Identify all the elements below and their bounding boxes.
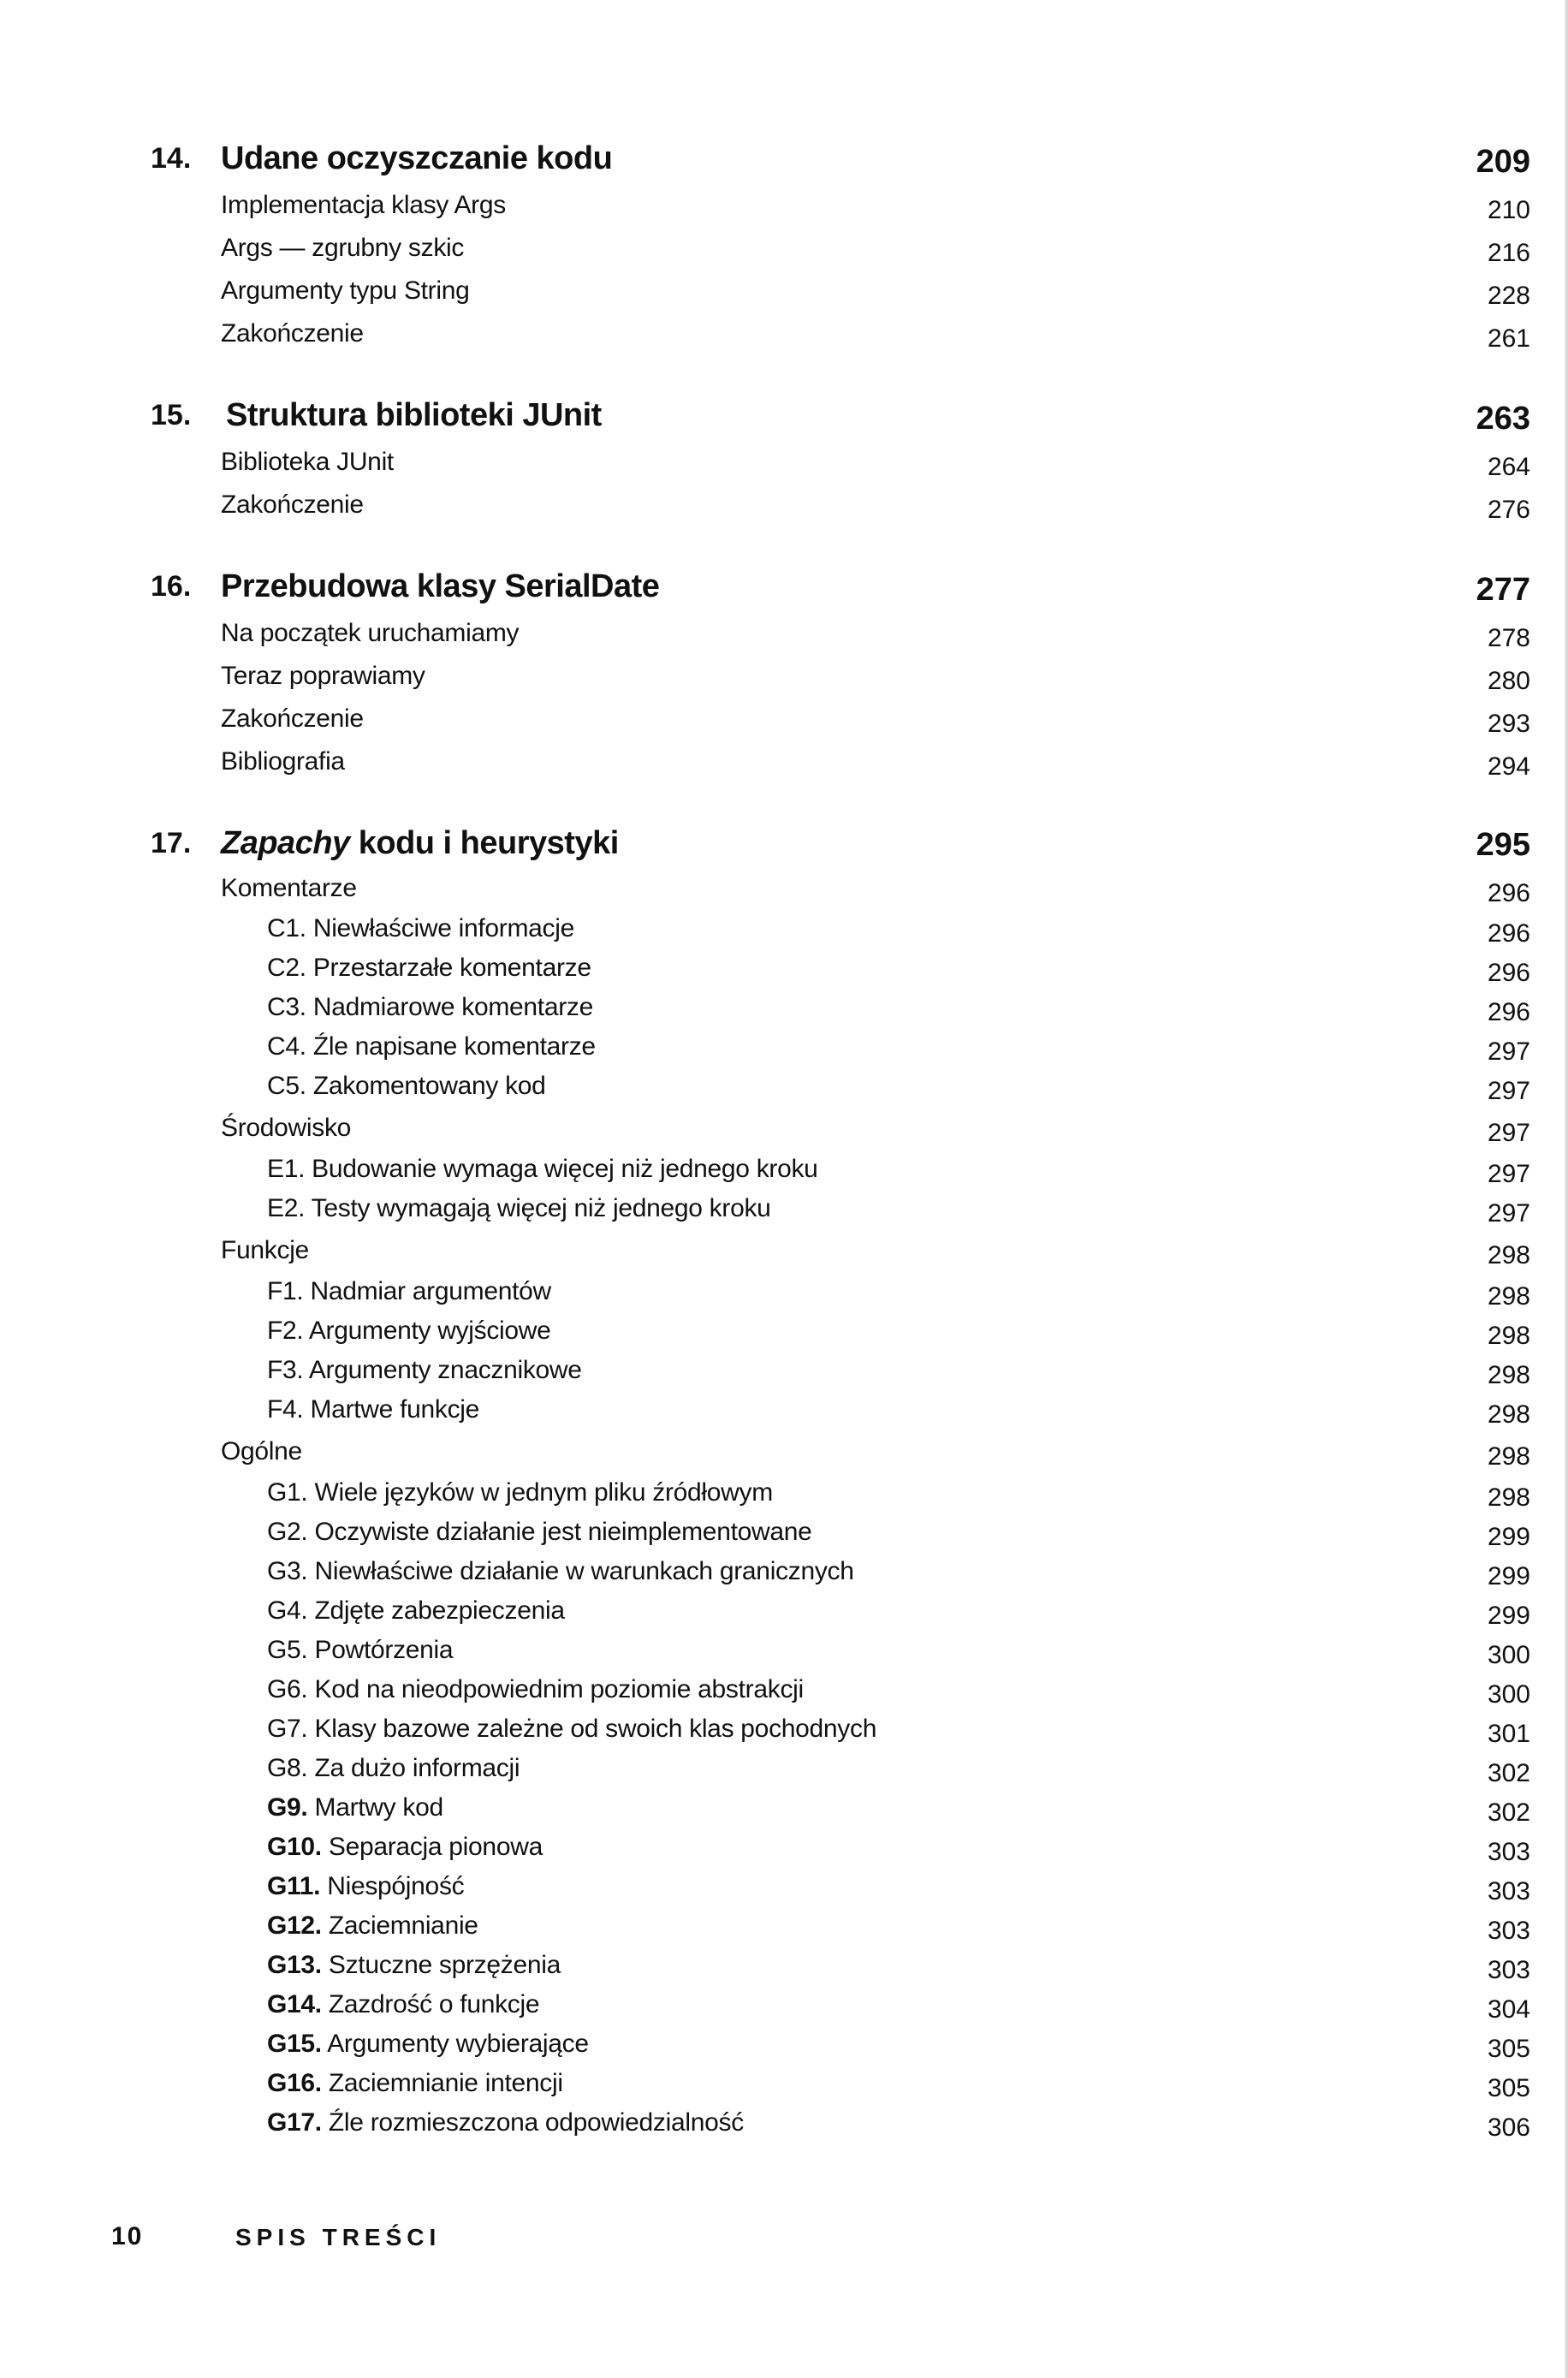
item-text: Klasy bazowe zależne od swoich klas pochodnych <box>307 1715 877 1743</box>
chapter-number: 16. <box>151 570 192 603</box>
toc-item[interactable] <box>0 1827 1568 1868</box>
chapter-page: 277 <box>1476 572 1530 608</box>
entry-page: 261 <box>1487 324 1530 353</box>
toc-item[interactable] <box>0 948 1568 989</box>
item-code: G5. <box>267 1636 308 1664</box>
entry-page: 293 <box>1487 710 1530 738</box>
item-label <box>267 1630 453 1671</box>
toc-item[interactable] <box>0 1630 1568 1671</box>
chapter-17-heading[interactable] <box>0 823 1568 864</box>
entry-page: 276 <box>1487 496 1530 524</box>
chapter-15-heading[interactable] <box>0 395 1568 436</box>
item-text: Niespójność <box>320 1872 465 1900</box>
toc-item[interactable] <box>0 2024 1568 2065</box>
item-code: G16. <box>267 2069 322 2097</box>
chapter-16-heading[interactable] <box>0 566 1568 607</box>
item-text: Źle rozmieszczona odpowiedzialność <box>321 2108 744 2137</box>
chapter-14-heading[interactable] <box>0 138 1568 179</box>
item-text: Niewłaściwe działanie w warunkach granicznych <box>307 1557 854 1585</box>
item-page: 300 <box>1487 1641 1530 1669</box>
item-label <box>267 1311 551 1352</box>
toc-entry[interactable] <box>0 442 1568 483</box>
toc-entry[interactable] <box>0 699 1568 740</box>
entry-label: Argumenty typu String <box>221 276 470 305</box>
item-code: G13. <box>267 1951 322 1979</box>
item-code: G12. <box>267 1911 322 1940</box>
section-page: 297 <box>1487 1119 1530 1147</box>
toc-entry[interactable] <box>0 613 1568 654</box>
item-text: Sztuczne sprzężenia <box>321 1951 561 1979</box>
item-page: 305 <box>1487 2035 1530 2063</box>
entry-page: 228 <box>1487 282 1530 310</box>
item-code: G15. <box>267 2030 322 2058</box>
toc-item[interactable] <box>0 1389 1568 1430</box>
toc-item[interactable] <box>0 1748 1568 1789</box>
item-text: Powtórzenia <box>307 1636 454 1664</box>
item-page: 303 <box>1487 1877 1530 1905</box>
toc-item[interactable] <box>0 1311 1568 1352</box>
item-page: 303 <box>1487 1956 1530 1984</box>
item-label <box>267 1787 443 1828</box>
entry-page: 280 <box>1487 667 1530 695</box>
toc-item[interactable] <box>0 987 1568 1028</box>
chapter-title: Struktura biblioteki JUnit <box>226 397 602 433</box>
section-page: 296 <box>1487 879 1530 907</box>
item-page: 297 <box>1487 1037 1530 1066</box>
toc-entry[interactable] <box>0 656 1568 697</box>
item-code: G2. <box>267 1518 308 1546</box>
chapter-number: 17. <box>151 827 192 859</box>
item-code: F3. <box>267 1356 304 1384</box>
item-code: F1. <box>267 1277 304 1305</box>
toc-item[interactable] <box>0 1551 1568 1592</box>
item-label <box>267 987 593 1028</box>
item-page: 297 <box>1487 1077 1530 1105</box>
section-page: 298 <box>1487 1442 1530 1471</box>
item-code: G4. <box>267 1596 308 1625</box>
toc-item[interactable] <box>0 1866 1568 1907</box>
item-label <box>267 1149 818 1190</box>
item-page: 302 <box>1487 1798 1530 1827</box>
item-text: Argumenty wyjściowe <box>303 1317 551 1345</box>
item-code: G1. <box>267 1478 308 1507</box>
item-label <box>267 2024 589 2065</box>
item-label <box>267 1188 771 1229</box>
item-code: C4. <box>267 1032 306 1061</box>
item-code: G14. <box>267 1990 322 2018</box>
entry-label: Zakończenie <box>221 490 364 519</box>
toc-item[interactable] <box>0 1188 1568 1229</box>
item-page: 298 <box>1487 1361 1530 1389</box>
chapter-title: Udane oczyszczanie kodu <box>221 140 613 176</box>
toc-section[interactable] <box>0 1431 1568 1472</box>
item-code: C5. <box>267 1072 306 1100</box>
item-label <box>267 908 574 949</box>
item-text: Przestarzałe komentarze <box>306 954 591 982</box>
item-label <box>267 1748 520 1789</box>
item-page: 303 <box>1487 1917 1530 1945</box>
entry-page: 294 <box>1487 752 1530 781</box>
item-code: F2. <box>267 1317 304 1345</box>
item-page: 298 <box>1487 1400 1530 1429</box>
toc-item[interactable] <box>0 1350 1568 1391</box>
item-code: C2. <box>267 954 306 982</box>
item-page: 299 <box>1487 1523 1530 1551</box>
item-page: 297 <box>1487 1199 1530 1228</box>
section-label: Środowisko <box>221 1114 352 1142</box>
item-page: 306 <box>1487 2113 1530 2142</box>
chapter-title-italic: Zapachy <box>221 825 350 861</box>
item-page: 298 <box>1487 1282 1530 1311</box>
item-label <box>267 1945 561 1986</box>
item-label <box>267 2102 744 2143</box>
item-text: Za dużo informacji <box>307 1754 520 1782</box>
item-text: Źle napisane komentarze <box>306 1032 596 1061</box>
item-text: Nadmiar argumentów <box>303 1277 551 1305</box>
toc-item[interactable] <box>0 2063 1568 2104</box>
toc-entry[interactable] <box>0 270 1568 312</box>
item-text: Nadmiarowe komentarze <box>306 993 594 1021</box>
item-code: G7. <box>267 1715 308 1743</box>
section-page: 298 <box>1487 1241 1530 1269</box>
item-text: Argumenty znacznikowe <box>303 1356 582 1384</box>
entry-page: 278 <box>1487 624 1530 652</box>
entry-label: Biblioteka JUnit <box>221 448 394 476</box>
item-page: 299 <box>1487 1602 1530 1630</box>
item-text: Niewłaściwe informacje <box>306 914 574 942</box>
toc-item[interactable] <box>0 1149 1568 1190</box>
item-code: G9. <box>267 1793 308 1822</box>
item-page: 298 <box>1487 1483 1530 1512</box>
toc-item[interactable] <box>0 1669 1568 1710</box>
item-page: 298 <box>1487 1322 1530 1350</box>
item-text: Martwe funkcje <box>303 1395 480 1424</box>
chapter-title <box>221 823 619 864</box>
item-label <box>267 1827 543 1868</box>
toc-item[interactable] <box>0 1945 1568 1986</box>
item-page: 305 <box>1487 2074 1530 2102</box>
item-text: Zazdrość o funkcje <box>321 1990 540 2018</box>
toc-entry[interactable] <box>0 485 1568 526</box>
toc-item[interactable] <box>0 1709 1568 1750</box>
item-text: Zaciemnianie <box>321 1911 478 1940</box>
item-label <box>267 1866 464 1907</box>
toc-item[interactable] <box>0 1472 1568 1513</box>
item-label <box>267 1271 551 1312</box>
toc-section[interactable] <box>0 1230 1568 1271</box>
toc-item[interactable] <box>0 1905 1568 1947</box>
item-label <box>267 1551 854 1592</box>
entry-label: Args — zgrubny szkic <box>221 234 465 262</box>
toc-item[interactable] <box>0 1787 1568 1828</box>
chapter-title-rest: kodu i heurystyki <box>349 825 619 861</box>
item-text: Martwy kod <box>307 1793 443 1822</box>
chapter-page: 295 <box>1476 827 1530 863</box>
chapter-page: 263 <box>1476 401 1530 437</box>
item-page: 302 <box>1487 1759 1530 1787</box>
toc-entry[interactable] <box>0 313 1568 354</box>
item-text: Testy wymagają więcej niż jednego kroku <box>305 1194 771 1222</box>
item-label <box>267 1389 479 1430</box>
item-label <box>267 1984 539 2025</box>
chapter-number: 14. <box>151 142 192 175</box>
item-text: Argumenty wybierające <box>321 2030 589 2058</box>
item-page: 296 <box>1487 998 1530 1026</box>
item-text: Separacja pionowa <box>321 1833 543 1861</box>
footer-title: SPIS TREŚCI <box>235 2224 442 2250</box>
entry-page: 210 <box>1487 196 1530 224</box>
section-label: Funkcje <box>221 1236 309 1264</box>
item-text: Budowanie wymaga więcej niż jednego kroku <box>305 1155 818 1183</box>
item-label <box>267 1905 478 1947</box>
item-label <box>267 1669 804 1710</box>
item-label <box>267 1066 546 1107</box>
entry-label: Na początek uruchamiamy <box>221 619 520 647</box>
item-code: G8. <box>267 1754 308 1782</box>
item-label <box>267 1350 582 1391</box>
toc-item[interactable] <box>0 1984 1568 2025</box>
item-page: 300 <box>1487 1680 1530 1709</box>
item-code: G11. <box>267 1872 321 1900</box>
item-page: 304 <box>1487 1995 1530 2024</box>
item-label <box>267 948 591 989</box>
toc-section[interactable] <box>0 868 1568 909</box>
item-code: G3. <box>267 1557 308 1585</box>
item-text: Zaciemnianie intencji <box>321 2069 563 2097</box>
item-text: Zakomentowany kod <box>306 1072 546 1100</box>
toc-entry[interactable] <box>0 741 1568 782</box>
item-text: Oczywiste działanie jest nieimplementowane <box>307 1518 812 1546</box>
item-page: 303 <box>1487 1838 1530 1866</box>
toc-item[interactable] <box>0 1026 1568 1067</box>
toc-entry[interactable] <box>0 228 1568 269</box>
toc-entry[interactable] <box>0 185 1568 226</box>
toc-item[interactable] <box>0 908 1568 949</box>
item-code: E1. <box>267 1155 306 1183</box>
item-text: Kod na nieodpowiednim poziomie abstrakcji <box>307 1675 804 1703</box>
item-text: Zdjęte zabezpieczenia <box>307 1596 565 1625</box>
item-label <box>267 2063 563 2104</box>
item-code: C3. <box>267 993 306 1021</box>
entry-page: 216 <box>1487 239 1530 267</box>
entry-label: Zakończenie <box>221 704 364 733</box>
item-label <box>267 1026 596 1067</box>
entry-label: Implementacja klasy Args <box>221 191 506 219</box>
item-label <box>267 1472 773 1513</box>
chapter-number: 15. <box>151 399 192 431</box>
item-code: F4. <box>267 1395 304 1424</box>
item-label <box>267 1709 876 1750</box>
item-page: 297 <box>1487 1160 1530 1188</box>
chapter-title: Przebudowa klasy SerialDate <box>221 568 660 604</box>
section-label: Komentarze <box>221 874 357 902</box>
toc-item[interactable] <box>0 1590 1568 1632</box>
item-label <box>267 1512 812 1553</box>
item-code: E2. <box>267 1194 306 1222</box>
toc-item[interactable] <box>0 1066 1568 1107</box>
toc-item[interactable] <box>0 1271 1568 1312</box>
item-code: G10. <box>267 1833 322 1861</box>
entry-label: Teraz poprawiamy <box>221 662 425 690</box>
item-text: Wiele języków w jednym pliku źródłowym <box>307 1478 773 1507</box>
item-label <box>267 1590 565 1632</box>
item-code: G6. <box>267 1675 308 1703</box>
section-label: Ogólne <box>221 1437 302 1465</box>
toc-item[interactable] <box>0 1512 1568 1553</box>
item-code: G17. <box>267 2108 322 2137</box>
item-code: C1. <box>267 914 306 942</box>
item-page: 301 <box>1487 1720 1530 1748</box>
toc-item[interactable] <box>0 2102 1568 2143</box>
toc-section[interactable] <box>0 1108 1568 1149</box>
item-page: 299 <box>1487 1562 1530 1590</box>
footer-page-number: 10 <box>111 2222 144 2250</box>
entry-label: Zakończenie <box>221 319 364 348</box>
item-page: 296 <box>1487 919 1530 948</box>
item-page: 296 <box>1487 959 1530 987</box>
entry-label: Bibliografia <box>221 747 345 776</box>
entry-page: 264 <box>1487 453 1530 481</box>
chapter-page: 209 <box>1476 144 1530 180</box>
